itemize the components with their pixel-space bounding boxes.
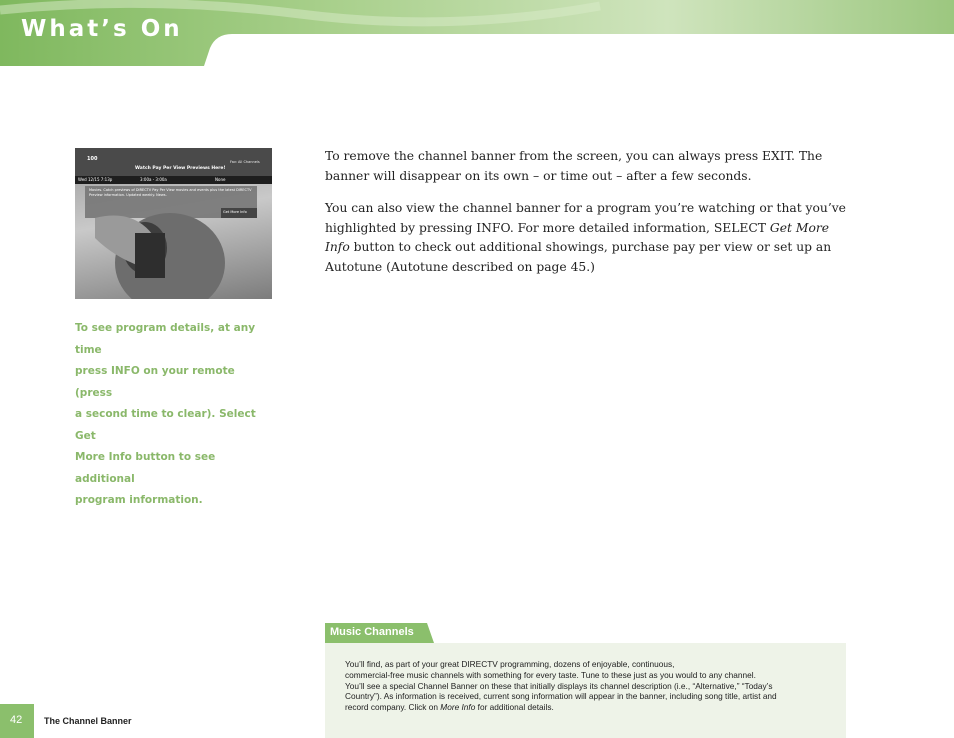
caption-line: a second time to clear). Select Get <box>75 408 256 442</box>
more-info-term: More Info <box>440 702 476 713</box>
music-channels-box <box>325 643 846 738</box>
screenshot-fav: Fav: All Channels <box>230 160 260 164</box>
music-line: commercial-free music channels with something for every taste. Tune to these just as you would to any channel. <box>345 669 756 680</box>
get-more-info-term: Get More Info <box>325 220 830 254</box>
paragraph-info <box>325 199 850 277</box>
screenshot-none: None <box>215 177 226 182</box>
channel-banner-screenshot <box>75 148 272 299</box>
music-channels-heading: Music Channels <box>330 626 414 638</box>
screenshot-slot: 3:00a - 3:00a <box>140 177 167 182</box>
music-line: You’ll find, as part of your great DIRECTV programming, dozens of enjoyable, continuous, <box>345 659 675 669</box>
music-line-last-end: for additional details. <box>475 702 554 713</box>
paragraph-exit: To remove the channel banner from the screen, you can always press EXIT. The banner will disappear on its own – or time out – after a few seconds. <box>325 149 823 183</box>
header-banner <box>0 0 954 66</box>
caption-line: More Info button to see additional <box>75 451 216 485</box>
page-number: 42 <box>10 714 23 726</box>
caption-line: program information. <box>75 494 203 506</box>
paragraph-info-end: button to check out additional showings, purchase pay per view or set up an Autotune (Autotune described on page 45.) <box>325 240 832 274</box>
screenshot-time: Wed 12/15 7:13p <box>78 177 113 182</box>
music-line-last-start: record company. Click on <box>345 702 441 713</box>
figure-caption <box>75 318 275 512</box>
caption-line: press INFO on your remote (press <box>75 365 235 399</box>
music-channels-text <box>345 659 825 713</box>
screenshot-title: Watch Pay Per View Previews Here! <box>135 166 226 171</box>
page-title: What’s On <box>21 16 183 42</box>
caption-line: To see program details, at any time <box>75 322 256 356</box>
music-line: Country”). As information is received, current song information will appear in the banner, including song title, artist and <box>345 691 777 702</box>
section-label: The Channel Banner <box>44 716 132 726</box>
page-number-box <box>0 704 34 738</box>
screenshot-channel: 100 <box>87 156 98 162</box>
body-text <box>325 147 850 290</box>
music-channels-tab <box>325 623 435 643</box>
screenshot-description: Movies. Catch previews of DIRECTV Pay Per View movies and events plus the latest DIRECTV Preview information. Updated weekly. News. <box>89 188 252 197</box>
music-line-last <box>345 702 825 713</box>
music-line: You’ll see a special Channel Banner on these that initially displays its channel description (i.e., “Alternative,” “Today’s <box>345 680 773 691</box>
screenshot-get-more-info-button: Get More Info <box>223 210 247 214</box>
paragraph-info-start: You can also view the channel banner for a program you’re watching or that you’ve highlighted by pressing INFO. For more detailed information, SELECT <box>325 201 846 235</box>
